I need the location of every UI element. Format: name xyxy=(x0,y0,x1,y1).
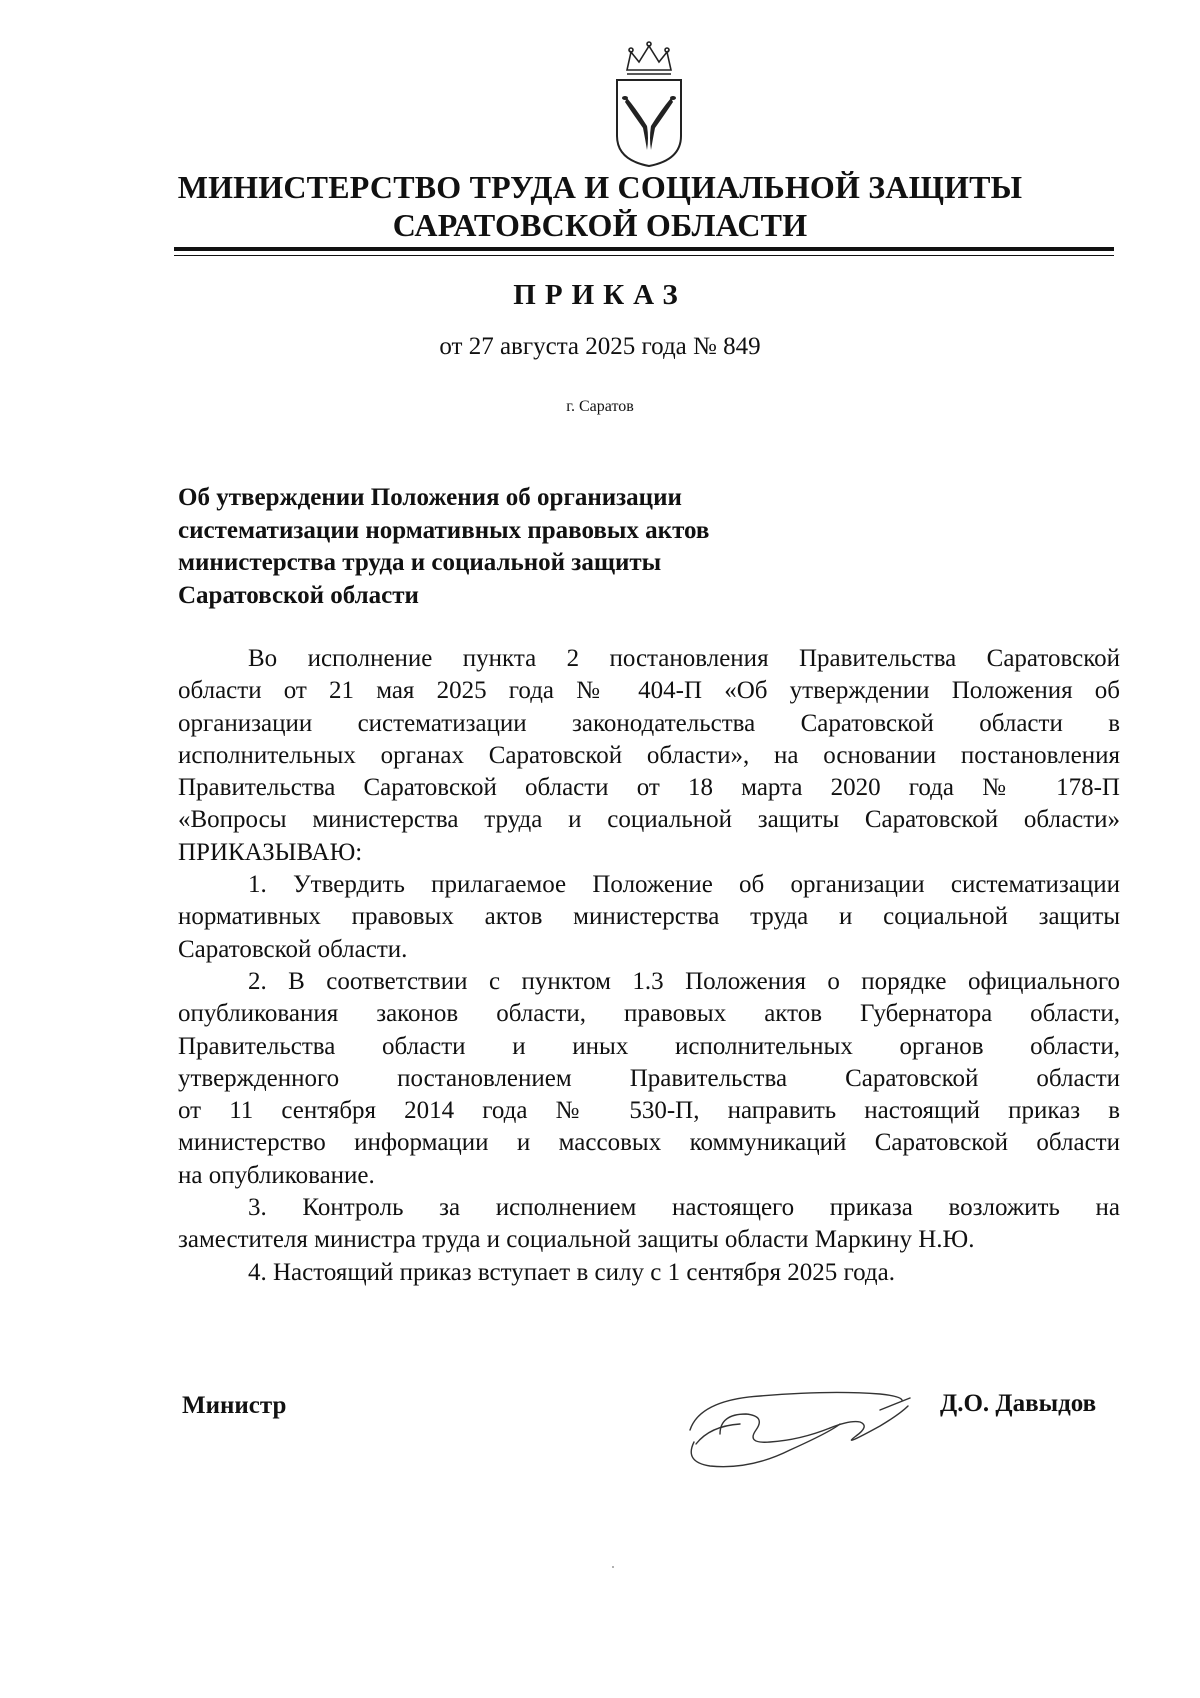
ministry-name-line-1: МИНИСТЕРСТВО ТРУДА И СОЦИАЛЬНОЙ ЗАЩИТЫ xyxy=(177,169,1023,205)
subject-line: систематизации нормативных правовых актов xyxy=(178,516,710,544)
body-line: Правительства области и иных исполнительных органов области, xyxy=(178,1032,1120,1060)
body-line: исполнительных органах Саратовской области», на основании постановления xyxy=(178,741,1120,769)
body-line: организации систематизации законодательства Саратовской области в xyxy=(178,709,1120,737)
body-line: опубликования законов области, правовых актов Губернатора области, xyxy=(178,1000,1120,1028)
scan-speck xyxy=(612,1566,614,1568)
order-city: г. Саратов xyxy=(566,398,634,415)
order-title: ПРИКАЗ xyxy=(513,279,687,311)
body-line: утвержденного постановлением Правительства Саратовской области xyxy=(178,1064,1120,1092)
body-line: от 11 сентября 2014 года № 530-П, направить настоящий приказ в xyxy=(178,1097,1120,1125)
ministry-name-line-2: САРАТОВСКОЙ ОБЛАСТИ xyxy=(392,207,808,243)
order-body xyxy=(178,643,1120,1289)
body-line: Саратовской области. xyxy=(178,935,408,963)
subject-line: Саратовской области xyxy=(178,581,419,609)
body-line: Во исполнение пункта 2 постановления Правительства Саратовской xyxy=(248,645,1120,672)
body-line: «Вопросы министерства труда и социальной защиты Саратовской области» xyxy=(178,806,1120,834)
body-line: ПРИКАЗЫВАЮ: xyxy=(178,838,363,866)
body-line: нормативных правовых актов министерства труда и социальной защиты xyxy=(178,903,1120,931)
body-line: заместителя министра труда и социальной защиты области Маркину Н.Ю. xyxy=(178,1226,975,1254)
header-divider-thick xyxy=(174,247,1114,251)
body-line: 3. Контроль за исполнением настоящего приказа возложить на xyxy=(248,1194,1120,1222)
coat-of-arms-icon xyxy=(609,40,689,168)
body-line: 4. Настоящий приказ вступает в силу с 1 сентября 2025 года. xyxy=(248,1258,895,1286)
ministry-name xyxy=(170,168,1030,244)
body-line: 1. Утвердить прилагаемое Положение об организации систематизации xyxy=(248,871,1120,899)
body-line: 2. В соответствии с пунктом 1.3 Положения о порядке официального xyxy=(248,967,1120,995)
handwritten-signature-icon xyxy=(680,1370,920,1480)
signatory-name: Д.О. Давыдов xyxy=(940,1390,1097,1417)
subject-line: Об утверждении Положения об организации xyxy=(178,484,682,511)
order-subject xyxy=(178,482,878,612)
order-date-number: от 27 августа 2025 года № 849 xyxy=(439,333,761,360)
subject-line: министерства труда и социальной защиты xyxy=(178,549,662,576)
body-line: области от 21 мая 2025 года № 404-П «Об утверждении Положения об xyxy=(178,677,1120,705)
body-line: Правительства Саратовской области от 18 марта 2020 года № 178-П xyxy=(178,774,1120,802)
body-line: на опубликование. xyxy=(178,1161,375,1189)
signatory-position: Министр xyxy=(182,1392,287,1419)
header-divider-thin xyxy=(174,255,1114,256)
body-line: министерство информации и массовых коммуникаций Саратовской области xyxy=(178,1129,1120,1157)
